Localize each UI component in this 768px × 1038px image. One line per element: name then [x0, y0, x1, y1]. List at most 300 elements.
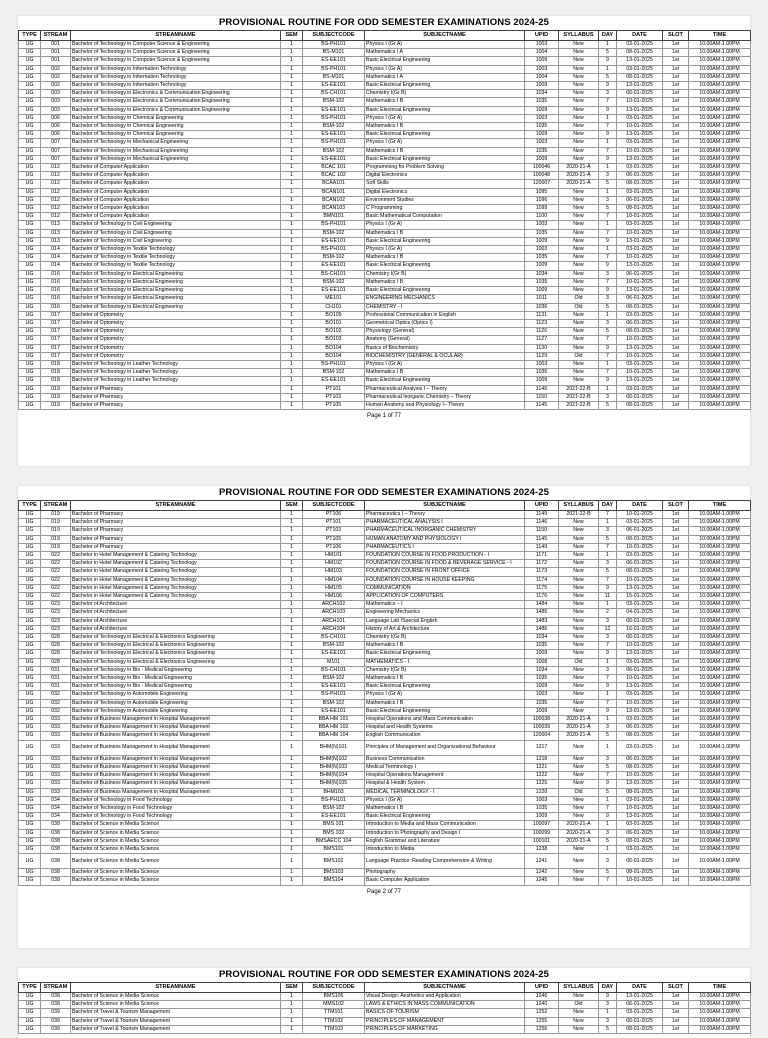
- table-row: [19, 164, 751, 172]
- cell-sem: 1: [281, 642, 303, 650]
- cell-syllabus: New: [559, 90, 599, 98]
- cell-slot: 1st: [663, 303, 689, 311]
- cell-stream: 033: [41, 755, 71, 763]
- cell-day: 1: [599, 740, 617, 755]
- cell-subjectname: C Programming: [365, 205, 525, 213]
- cell-day: 7: [599, 147, 617, 155]
- cell-day: 7: [599, 877, 617, 885]
- cell-date: 13-01-2025: [617, 813, 663, 821]
- cell-type: UG: [19, 147, 41, 155]
- table-row: [19, 724, 751, 732]
- cell-date: 10-01-2025: [617, 699, 663, 707]
- cell-subjectname: Mathematics I A: [365, 49, 525, 57]
- cell-upid: 1035: [525, 804, 559, 812]
- cell-sem: 1: [281, 552, 303, 560]
- cell-sem: 1: [281, 393, 303, 401]
- table-row: [19, 993, 751, 1001]
- cell-streamname: Bachelor of Business Management in Hospital Management: [71, 755, 281, 763]
- cell-day: 3: [599, 617, 617, 625]
- cell-time: 10.00AM-1.00PM: [689, 229, 751, 237]
- cell-day: 9: [599, 237, 617, 245]
- cell-streamname: Bachelor of Optometry: [71, 336, 281, 344]
- cell-upid: 1146: [525, 385, 559, 393]
- cell-subjectname: Physics I (Gr A): [365, 114, 525, 122]
- cell-subjectname: Basic Electrical Engineering: [365, 287, 525, 295]
- cell-time: 10.00AM-1.00PM: [689, 993, 751, 1001]
- cell-upid: 1174: [525, 576, 559, 584]
- header-time: TIME: [689, 501, 751, 511]
- cell-day: 5: [599, 732, 617, 740]
- cell-date: 13-01-2025: [617, 155, 663, 163]
- cell-type: UG: [19, 829, 41, 837]
- cell-stream: 039: [41, 1009, 71, 1017]
- cell-slot: 1st: [663, 155, 689, 163]
- cell-slot: 1st: [663, 1025, 689, 1033]
- cell-subjectcode: CH101: [303, 303, 365, 311]
- cell-stream: 017: [41, 328, 71, 336]
- cell-day: 7: [599, 213, 617, 221]
- cell-type: UG: [19, 90, 41, 98]
- table-row: [19, 369, 751, 377]
- cell-stream: 034: [41, 804, 71, 812]
- cell-date: 10-01-2025: [617, 642, 663, 650]
- cell-subjectcode: BBA HM 101: [303, 716, 365, 724]
- cell-type: UG: [19, 196, 41, 204]
- header-day: DAY: [599, 31, 617, 41]
- cell-type: UG: [19, 666, 41, 674]
- cell-stream: 039: [41, 1025, 71, 1033]
- cell-date: 08-01-2025: [617, 328, 663, 336]
- cell-stream: 038: [41, 877, 71, 885]
- cell-subjectcode: BMSAECC 104: [303, 837, 365, 845]
- cell-day: 3: [599, 724, 617, 732]
- cell-time: 10.00AM-1.00PM: [689, 755, 751, 763]
- cell-subjectcode: ARCH103: [303, 609, 365, 617]
- cell-syllabus: New: [559, 1025, 599, 1033]
- cell-time: 10.00AM-1.00PM: [689, 772, 751, 780]
- table-row: [19, 254, 751, 262]
- cell-syllabus: New: [559, 147, 599, 155]
- cell-syllabus: New: [559, 740, 599, 755]
- cell-day: 12: [599, 625, 617, 633]
- cell-time: 10.00AM-1.00PM: [689, 732, 751, 740]
- header-sem: SEM: [281, 983, 303, 993]
- cell-date: 03-01-2025: [617, 1009, 663, 1017]
- cell-subjectcode: BSM-102: [303, 642, 365, 650]
- cell-streamname: Bachelor of Business Management in Hospital Management: [71, 716, 281, 724]
- header-subjectname: SUBJECTNAME: [365, 31, 525, 41]
- table-row: [19, 837, 751, 845]
- cell-type: UG: [19, 106, 41, 114]
- cell-type: UG: [19, 796, 41, 804]
- cell-sem: 1: [281, 527, 303, 535]
- cell-day: 9: [599, 584, 617, 592]
- cell-slot: 1st: [663, 336, 689, 344]
- cell-date: 03-01-2025: [617, 552, 663, 560]
- header-upid: UPID: [525, 983, 559, 993]
- cell-sem: 1: [281, 837, 303, 845]
- cell-type: UG: [19, 683, 41, 691]
- cell-slot: 1st: [663, 82, 689, 90]
- table-row: [19, 691, 751, 699]
- cell-sem: 1: [281, 360, 303, 368]
- cell-stream: 038: [41, 837, 71, 845]
- cell-time: 10.00AM-1.00PM: [689, 172, 751, 180]
- cell-time: 10.00AM-1.00PM: [689, 344, 751, 352]
- cell-stream: 001: [41, 49, 71, 57]
- cell-sem: 1: [281, 535, 303, 543]
- cell-streamname: Bachelor of Optometry: [71, 328, 281, 336]
- cell-syllabus: New: [559, 114, 599, 122]
- cell-date: 13-01-2025: [617, 683, 663, 691]
- cell-slot: 1st: [663, 740, 689, 755]
- cell-upid: 1484: [525, 601, 559, 609]
- cell-streamname: Bachelor of Technology in Mechanical Engineering: [71, 147, 281, 155]
- cell-upid: 1034: [525, 666, 559, 674]
- cell-stream: 019: [41, 401, 71, 409]
- cell-subjectcode: HM102: [303, 560, 365, 568]
- cell-streamname: Bachelor of Architecture: [71, 625, 281, 633]
- table-row: [19, 804, 751, 812]
- cell-syllabus: New: [559, 98, 599, 106]
- cell-date: 10-01-2025: [617, 352, 663, 360]
- cell-time: 10.00AM-1.00PM: [689, 740, 751, 755]
- table-row: [19, 699, 751, 707]
- cell-date: 13-01-2025: [617, 584, 663, 592]
- cell-syllabus: New: [559, 691, 599, 699]
- cell-stream: 012: [41, 205, 71, 213]
- cell-time: 10.00AM-1.00PM: [689, 543, 751, 551]
- cell-subjectcode: BHM103: [303, 788, 365, 796]
- cell-type: UG: [19, 1025, 41, 1033]
- table-row: [19, 213, 751, 221]
- cell-slot: 1st: [663, 188, 689, 196]
- cell-upid: 1009: [525, 707, 559, 715]
- cell-date: 06-01-2025: [617, 196, 663, 204]
- cell-subjectcode: BS-PH101: [303, 114, 365, 122]
- header-subjectcode: SUBJECTCODE: [303, 31, 365, 41]
- cell-time: 10.00AM-1.00PM: [689, 49, 751, 57]
- cell-sem: 1: [281, 246, 303, 254]
- cell-time: 10.00AM-1.00PM: [689, 164, 751, 172]
- cell-time: 10.00AM-1.00PM: [689, 854, 751, 869]
- cell-slot: 1st: [663, 180, 689, 188]
- cell-stream: 002: [41, 82, 71, 90]
- cell-sem: 1: [281, 699, 303, 707]
- cell-streamname: Bachelor of Technology in Automobile Engineering: [71, 691, 281, 699]
- cell-day: 1: [599, 601, 617, 609]
- cell-time: 10.00AM-1.00PM: [689, 869, 751, 877]
- table-row: [19, 813, 751, 821]
- cell-subjectname: Basic Electrical Engineering: [365, 155, 525, 163]
- cell-streamname: Bachelor of Science in Media Science: [71, 869, 281, 877]
- cell-streamname: Bachelor in Hotel Management & Catering Technology: [71, 568, 281, 576]
- cell-day: 1: [599, 246, 617, 254]
- cell-subjectcode: BS-M101: [303, 73, 365, 81]
- cell-sem: 1: [281, 593, 303, 601]
- cell-type: UG: [19, 869, 41, 877]
- cell-day: 3: [599, 196, 617, 204]
- cell-type: UG: [19, 328, 41, 336]
- header-day: DAY: [599, 501, 617, 511]
- cell-syllabus: Old: [559, 303, 599, 311]
- cell-streamname: Bachelor of Technology in Leather Technology: [71, 360, 281, 368]
- cell-date: 10-01-2025: [617, 369, 663, 377]
- cell-slot: 1st: [663, 845, 689, 853]
- cell-time: 10.00AM-1.00PM: [689, 114, 751, 122]
- cell-sem: 1: [281, 229, 303, 237]
- cell-sem: 1: [281, 336, 303, 344]
- cell-slot: 1st: [663, 147, 689, 155]
- cell-type: UG: [19, 732, 41, 740]
- cell-type: UG: [19, 344, 41, 352]
- cell-time: 10.00AM-1.00PM: [689, 328, 751, 336]
- cell-streamname: Bachelor of Business Management in Hospital Management: [71, 772, 281, 780]
- cell-date: 13-01-2025: [617, 650, 663, 658]
- cell-streamname: Bachelor of Business Management in Hospital Management: [71, 788, 281, 796]
- cell-slot: 1st: [663, 584, 689, 592]
- cell-syllabus: New: [559, 319, 599, 327]
- cell-day: 3: [599, 90, 617, 98]
- cell-subjectcode: BCAN103: [303, 205, 365, 213]
- cell-upid: 1009: [525, 377, 559, 385]
- cell-day: 1: [599, 139, 617, 147]
- cell-syllabus: New: [559, 993, 599, 1001]
- cell-upid: 1240: [525, 1001, 559, 1009]
- cell-type: UG: [19, 813, 41, 821]
- cell-subjectcode: PT106: [303, 511, 365, 519]
- cell-stream: 017: [41, 311, 71, 319]
- cell-type: UG: [19, 821, 41, 829]
- cell-sem: 1: [281, 804, 303, 812]
- cell-subjectcode: BSM-102: [303, 229, 365, 237]
- cell-subjectcode: ES-EE101: [303, 287, 365, 295]
- table-row: [19, 344, 751, 352]
- cell-streamname: Bachelor of Technology in Leather Technology: [71, 369, 281, 377]
- cell-syllabus: Old: [559, 1001, 599, 1009]
- cell-date: 06-01-2025: [617, 270, 663, 278]
- cell-subjectname: Chemistry I(Gr B): [365, 634, 525, 642]
- cell-subjectname: Basic Electrical Engineering: [365, 377, 525, 385]
- cell-syllabus: 2020-21-A: [559, 821, 599, 829]
- cell-syllabus: New: [559, 642, 599, 650]
- cell-streamname: Bachelor of Computer Application: [71, 196, 281, 204]
- cell-streamname: Bachelor of Technology in Food Technology: [71, 813, 281, 821]
- cell-slot: 1st: [663, 699, 689, 707]
- cell-subjectname: Physiology (General): [365, 328, 525, 336]
- cell-streamname: Bachelor of Technology in Mechanical Engineering: [71, 155, 281, 163]
- cell-sem: 1: [281, 73, 303, 81]
- cell-day: 3: [599, 393, 617, 401]
- cell-sem: 1: [281, 568, 303, 576]
- cell-upid: 1009: [525, 650, 559, 658]
- cell-subjectcode: ES-EE101: [303, 813, 365, 821]
- cell-subjectcode: ARCH101: [303, 617, 365, 625]
- table-row: [19, 584, 751, 592]
- cell-type: UG: [19, 804, 41, 812]
- header-stream: STREAM: [41, 31, 71, 41]
- cell-stream: 028: [41, 642, 71, 650]
- cell-slot: 1st: [663, 511, 689, 519]
- cell-date: 08-01-2025: [617, 49, 663, 57]
- cell-type: UG: [19, 625, 41, 633]
- cell-streamname: Bachelor of Technology in Civil Engineering: [71, 229, 281, 237]
- cell-type: UG: [19, 41, 41, 49]
- cell-syllabus: New: [559, 854, 599, 869]
- cell-upid: 1149: [525, 511, 559, 519]
- cell-subjectname: Mathematics I B: [365, 147, 525, 155]
- cell-streamname: Bachelor of Technology in Computer Science & Engineering: [71, 49, 281, 57]
- cell-type: UG: [19, 98, 41, 106]
- cell-syllabus: 2021-22-B: [559, 393, 599, 401]
- cell-stream: 023: [41, 617, 71, 625]
- cell-date: 06-01-2025: [617, 1017, 663, 1025]
- cell-date: 08-01-2025: [617, 732, 663, 740]
- cell-syllabus: New: [559, 543, 599, 551]
- cell-time: 10.00AM-1.00PM: [689, 237, 751, 245]
- cell-subjectname: Basic Electrical Engineering: [365, 683, 525, 691]
- cell-stream: 033: [41, 724, 71, 732]
- cell-sem: 1: [281, 813, 303, 821]
- cell-sem: 1: [281, 106, 303, 114]
- cell-upid: 100101: [525, 837, 559, 845]
- cell-day: 7: [599, 98, 617, 106]
- cell-syllabus: New: [559, 65, 599, 73]
- cell-streamname: Bachelor of Technology in Electrical Engineering: [71, 287, 281, 295]
- cell-subjectcode: BHM(N)104: [303, 772, 365, 780]
- cell-streamname: Bachelor of Science in Media Science: [71, 829, 281, 837]
- header-upid: UPID: [525, 31, 559, 41]
- cell-syllabus: New: [559, 675, 599, 683]
- header-streamname: STREAMNAME: [71, 501, 281, 511]
- cell-date: 10-01-2025: [617, 123, 663, 131]
- cell-time: 10.00AM-1.00PM: [689, 560, 751, 568]
- cell-stream: 012: [41, 180, 71, 188]
- cell-syllabus: New: [559, 683, 599, 691]
- cell-subjectname: BASICS OF TOURISM: [365, 1009, 525, 1017]
- cell-stream: 033: [41, 763, 71, 771]
- cell-upid: 1003: [525, 114, 559, 122]
- cell-streamname: Bachelor of Optometry: [71, 311, 281, 319]
- cell-time: 10.00AM-1.00PM: [689, 519, 751, 527]
- cell-sem: 1: [281, 270, 303, 278]
- cell-slot: 1st: [663, 196, 689, 204]
- cell-subjectcode: PT103: [303, 393, 365, 401]
- cell-sem: 1: [281, 205, 303, 213]
- cell-upid: 1127: [525, 336, 559, 344]
- cell-slot: 1st: [663, 601, 689, 609]
- cell-slot: 1st: [663, 73, 689, 81]
- table-row: [19, 114, 751, 122]
- cell-sem: 1: [281, 237, 303, 245]
- cell-stream: 012: [41, 196, 71, 204]
- cell-date: 13-01-2025: [617, 262, 663, 270]
- cell-upid: 1035: [525, 675, 559, 683]
- cell-date: 03-01-2025: [617, 360, 663, 368]
- cell-upid: 1011: [525, 295, 559, 303]
- cell-time: 10.00AM-1.00PM: [689, 393, 751, 401]
- cell-sem: 1: [281, 131, 303, 139]
- cell-upid: 1009: [525, 683, 559, 691]
- cell-syllabus: New: [559, 601, 599, 609]
- table-row: [19, 360, 751, 368]
- cell-date: 13-01-2025: [617, 237, 663, 245]
- cell-subjectcode: BSM-102: [303, 369, 365, 377]
- cell-upid: 1150: [525, 393, 559, 401]
- document-page-2: [18, 486, 750, 948]
- cell-streamname: Bachelor of Technology in Textile Technology: [71, 262, 281, 270]
- cell-stream: 022: [41, 593, 71, 601]
- cell-type: UG: [19, 155, 41, 163]
- cell-stream: 016: [41, 295, 71, 303]
- cell-sem: 1: [281, 196, 303, 204]
- cell-time: 10.00AM-1.00PM: [689, 829, 751, 837]
- page-footer: Page 2 of 77: [366, 888, 402, 895]
- cell-date: 06-01-2025: [617, 90, 663, 98]
- cell-subjectcode: TTM103: [303, 1025, 365, 1033]
- cell-day: 1: [599, 65, 617, 73]
- cell-sem: 1: [281, 139, 303, 147]
- cell-streamname: Bachelor of Business Management in Hospital Management: [71, 724, 281, 732]
- cell-day: 7: [599, 511, 617, 519]
- cell-stream: 032: [41, 691, 71, 699]
- cell-time: 10.00AM-1.00PM: [689, 319, 751, 327]
- cell-streamname: Bachelor of Science in Media Science: [71, 821, 281, 829]
- cell-subjectname: PRINCIPLES OF MANAGEMENT: [365, 1017, 525, 1025]
- cell-time: 10.00AM-1.00PM: [689, 246, 751, 254]
- cell-type: UG: [19, 707, 41, 715]
- cell-subjectcode: BO104: [303, 352, 365, 360]
- cell-subjectname: Introduction to Media: [365, 845, 525, 853]
- cell-subjectname: PRINCIPLES OF MARKETING: [365, 1025, 525, 1033]
- table-row: [19, 270, 751, 278]
- table-row: [19, 763, 751, 771]
- table-row: [19, 788, 751, 796]
- cell-type: UG: [19, 993, 41, 1001]
- cell-subjectname: Introduction to Photography and Design I: [365, 829, 525, 837]
- cell-date: 08-01-2025: [617, 763, 663, 771]
- cell-subjectname: English Grammar and Literature: [365, 837, 525, 845]
- header-date: DATE: [617, 31, 663, 41]
- table-row: [19, 666, 751, 674]
- header-slot: SLOT: [663, 31, 689, 41]
- table-row: [19, 845, 751, 853]
- cell-slot: 1st: [663, 49, 689, 57]
- routine-table: [18, 30, 751, 410]
- routine-table: [18, 500, 751, 886]
- cell-day: 7: [599, 804, 617, 812]
- cell-upid: 1035: [525, 229, 559, 237]
- table-row: [19, 352, 751, 360]
- cell-stream: 016: [41, 303, 71, 311]
- cell-stream: 031: [41, 666, 71, 674]
- cell-date: 13-01-2025: [617, 106, 663, 114]
- cell-time: 10.00AM-1.00PM: [689, 813, 751, 821]
- cell-subjectname: FOUNDATION COURSE IN FOOD & BEVERAGE SERVICE - I: [365, 560, 525, 568]
- cell-slot: 1st: [663, 755, 689, 763]
- cell-streamname: Bachelor of Technology in Automobile Engineering: [71, 707, 281, 715]
- cell-type: UG: [19, 139, 41, 147]
- cell-day: 7: [599, 369, 617, 377]
- cell-stream: 018: [41, 360, 71, 368]
- cell-subjectname: Chemistry I(Gr B): [365, 270, 525, 278]
- cell-day: 3: [599, 295, 617, 303]
- table-row: [19, 41, 751, 49]
- cell-streamname: Bachelor of Computer Application: [71, 205, 281, 213]
- cell-streamname: Bachelor of Architecture: [71, 601, 281, 609]
- cell-upid: 1035: [525, 278, 559, 286]
- cell-date: 03-01-2025: [617, 114, 663, 122]
